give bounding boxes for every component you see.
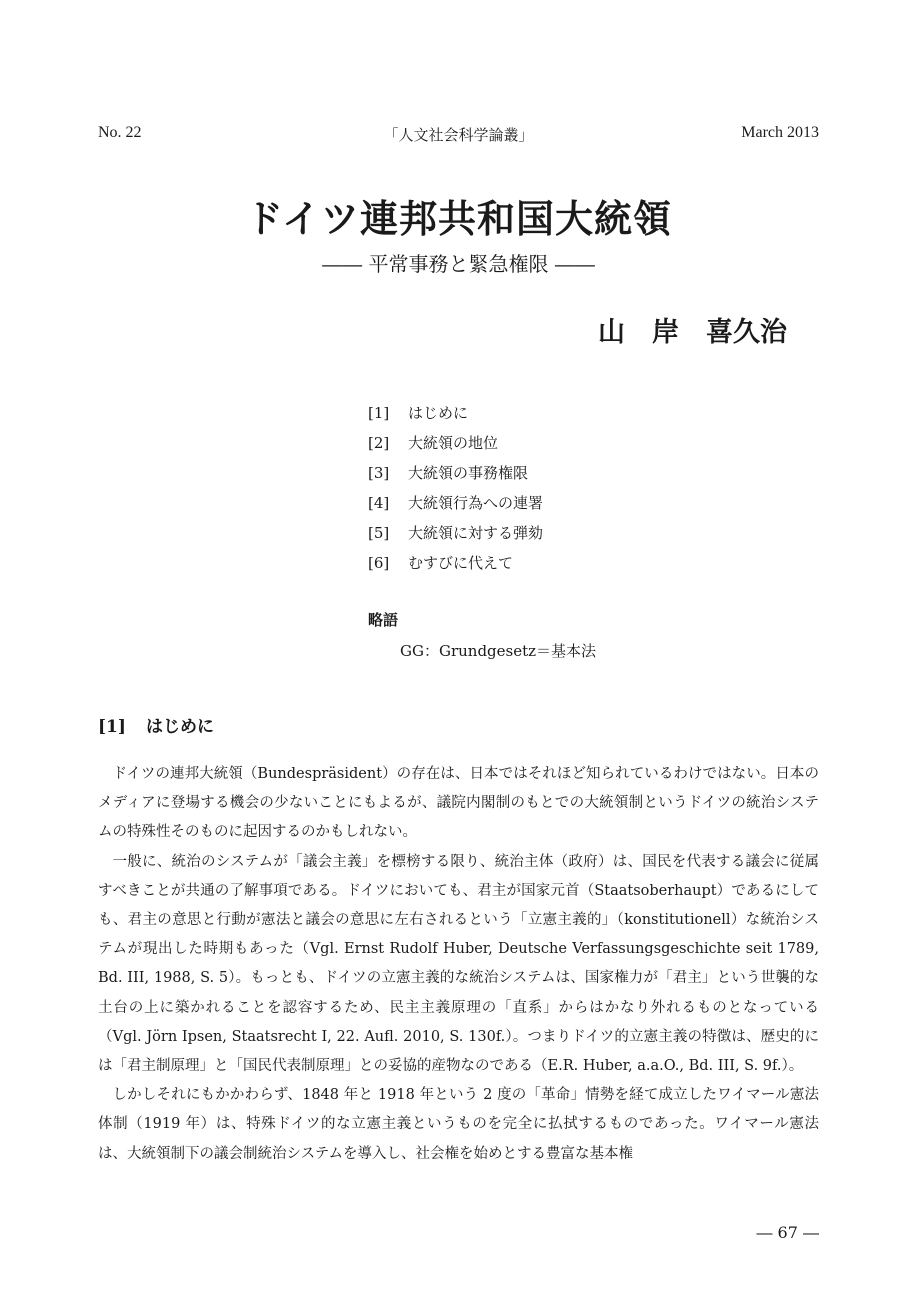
abbreviations-heading: 略語 (368, 611, 399, 629)
body-text (98, 760, 819, 1169)
journal-name: 「人文社会科学論叢」 (383, 126, 534, 144)
toc-item-label: 大統領の地位 (408, 434, 499, 452)
table-of-contents (368, 398, 768, 578)
article-subtitle: ―― 平常事務と緊急権限 ―― (322, 252, 595, 276)
toc-item (368, 548, 768, 578)
paragraph: しかしそれにもかかわらず、1848 年と 1918 年という 2 度の「革命」情勢を経て成立したワイマール憲法体制（1919 年）は、特殊ドイツ的な立憲主義というものを完全に払拭するものであった。ワイマール憲法は、大統領制下の議会制統治システムを導入し、社会権を始めとする豊富な基本権 (98, 1087, 819, 1162)
toc-item (368, 398, 768, 428)
toc-item-number: [6] (368, 554, 390, 572)
toc-item-number: [2] (368, 434, 390, 452)
issue-number: No. 22 (98, 124, 142, 141)
section-number: [1] (98, 717, 126, 737)
section-title: はじめに (146, 717, 214, 737)
section-heading (98, 712, 214, 737)
issue-date: March 2013 (741, 124, 819, 141)
article-title: ドイツ連邦共和国大統領 (244, 196, 673, 241)
toc-item-number: [5] (368, 524, 390, 542)
author-name: 山 岸 喜久治 (598, 317, 787, 348)
toc-item-number: [1] (368, 404, 390, 422)
abbreviation-entry: GG：Grundgesetz＝基本法 (400, 642, 597, 660)
toc-item (368, 458, 768, 488)
toc-item (368, 488, 768, 518)
toc-item-label: 大統領に対する弾劾 (408, 524, 544, 542)
paragraph: 一般に、統治のシステムが「議会主義」を標榜する限り、統治主体（政府）は、国民を代表する議会に従属すべきことが共通の了解事項である。ドイツにおいても、君主が国家元首（Staatsoberhaupt）であるにしても、君主の意思と行動が憲法と議会の意思に左右されるという「立憲主義的」（konstitutionell）な統治システムが現出した時期もあった（Vgl. Ernst Rudolf Huber, Deutsche Verfassungsgeschichte seit 1789, Bd. III, 1988, S. 5）。もっとも、ドイツの立憲主義的な統治システムは、国家権力が「君主」という世襲的な土台の上に築かれることを認容するため、民主主義原理の「直系」からはかなり外れるものとなっている（Vgl. Jörn Ipsen, Staatsrecht I, 22. Aufl. 2010, S. 130f.）。つまりドイツ的立憲主義の特徴は、歴史的には「君主制原理」と「国民代表制原理」との妥協的産物なのである（E.R. Huber, a.a.O., Bd. III, S. 9f.）。 (98, 853, 819, 1075)
toc-item (368, 518, 768, 548)
toc-item-label: はじめに (408, 404, 469, 422)
toc-item-label: むすびに代えて (408, 554, 514, 572)
toc-item-label: 大統領の事務権限 (408, 464, 529, 482)
toc-item (368, 428, 768, 458)
running-header (98, 124, 819, 148)
toc-item-number: [3] (368, 464, 390, 482)
toc-item-number: [4] (368, 494, 390, 512)
paragraph: ドイツの連邦大統領（Bundespräsident）の存在は、日本ではそれほど知られているわけではない。日本のメディアに登場する機会の少ないことにもよるが、議院内閣制のもとでの大統領制というドイツの統治システムの特殊性そのものに起因するのかもしれない。 (98, 766, 819, 841)
page-number: ― 67 ― (756, 1223, 819, 1242)
toc-item-label: 大統領行為への連署 (408, 494, 544, 512)
